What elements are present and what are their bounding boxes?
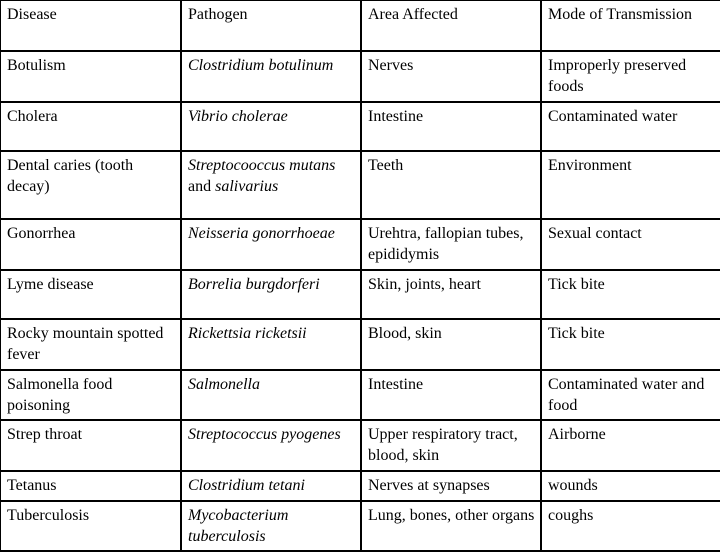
table-row xyxy=(0,51,720,102)
table-row xyxy=(0,319,720,370)
cell-pathogen: Streptococcus pyogenes xyxy=(181,420,361,471)
table-row xyxy=(0,471,720,501)
cell-mode: Airborne xyxy=(541,420,720,471)
cell-area-affected: Urehtra, fallopian tubes, epididymis xyxy=(361,219,541,270)
cell-disease: Lyme disease xyxy=(0,270,181,319)
cell-area-affected: Upper respiratory tract, blood, skin xyxy=(361,420,541,471)
header-mode-of-transmission: Mode of Transmission xyxy=(541,0,720,51)
table-row xyxy=(0,420,720,471)
header-pathogen: Pathogen xyxy=(181,0,361,51)
cell-disease: Botulism xyxy=(0,51,181,102)
cell-area-affected: Lung, bones, other organs xyxy=(361,501,541,551)
cell-mode: wounds xyxy=(541,471,720,501)
cell-area-affected: Nerves at synapses xyxy=(361,471,541,501)
pathogen-name: Streptocooccus mutans xyxy=(188,157,336,174)
cell-area-affected: Intestine xyxy=(361,370,541,420)
header-disease: Disease xyxy=(0,0,181,51)
cell-mode: Tick bite xyxy=(541,270,720,319)
cell-mode: coughs xyxy=(541,501,720,551)
cell-disease: Cholera xyxy=(0,102,181,151)
cell-area-affected: Nerves xyxy=(361,51,541,102)
cell-pathogen: Clostridium tetani xyxy=(181,471,361,501)
cell-mode: Sexual contact xyxy=(541,219,720,270)
table-row xyxy=(0,219,720,270)
cell-area-affected: Teeth xyxy=(361,151,541,219)
cell-disease: Strep throat xyxy=(0,420,181,471)
pathogen-name-2: salivarius xyxy=(215,178,279,195)
cell-pathogen: Rickettsia ricketsii xyxy=(181,319,361,370)
cell-pathogen: Clostridium botulinum xyxy=(181,51,361,102)
cell-pathogen xyxy=(181,151,361,219)
cell-pathogen: Neisseria gonorrhoeae xyxy=(181,219,361,270)
cell-area-affected: Blood, skin xyxy=(361,319,541,370)
cell-mode: Improperly preserved foods xyxy=(541,51,720,102)
cell-disease: Dental caries (tooth decay) xyxy=(0,151,181,219)
cell-pathogen: Vibrio cholerae xyxy=(181,102,361,151)
cell-pathogen: Salmonella xyxy=(181,370,361,420)
table-row xyxy=(0,270,720,319)
cell-mode: Contaminated water xyxy=(541,102,720,151)
cell-pathogen: Borrelia burgdorferi xyxy=(181,270,361,319)
table-row xyxy=(0,370,720,420)
header-area-affected: Area Affected xyxy=(361,0,541,51)
cell-area-affected: Intestine xyxy=(361,102,541,151)
cell-disease: Tuberculosis xyxy=(0,501,181,551)
table-row xyxy=(0,151,720,219)
cell-disease: Salmonella food poisoning xyxy=(0,370,181,420)
table-row xyxy=(0,501,720,551)
cell-disease: Rocky mountain spotted fever xyxy=(0,319,181,370)
cell-disease: Gonorrhea xyxy=(0,219,181,270)
cell-mode: Tick bite xyxy=(541,319,720,370)
cell-mode: Environment xyxy=(541,151,720,219)
table-row xyxy=(0,102,720,151)
table-header-row xyxy=(0,0,720,51)
cell-pathogen: Mycobacterium tuberculosis xyxy=(181,501,361,551)
cell-disease: Tetanus xyxy=(0,471,181,501)
pathogen-conjunction: and xyxy=(188,178,212,195)
cell-mode: Contaminated water and food xyxy=(541,370,720,420)
cell-area-affected: Skin, joints, heart xyxy=(361,270,541,319)
